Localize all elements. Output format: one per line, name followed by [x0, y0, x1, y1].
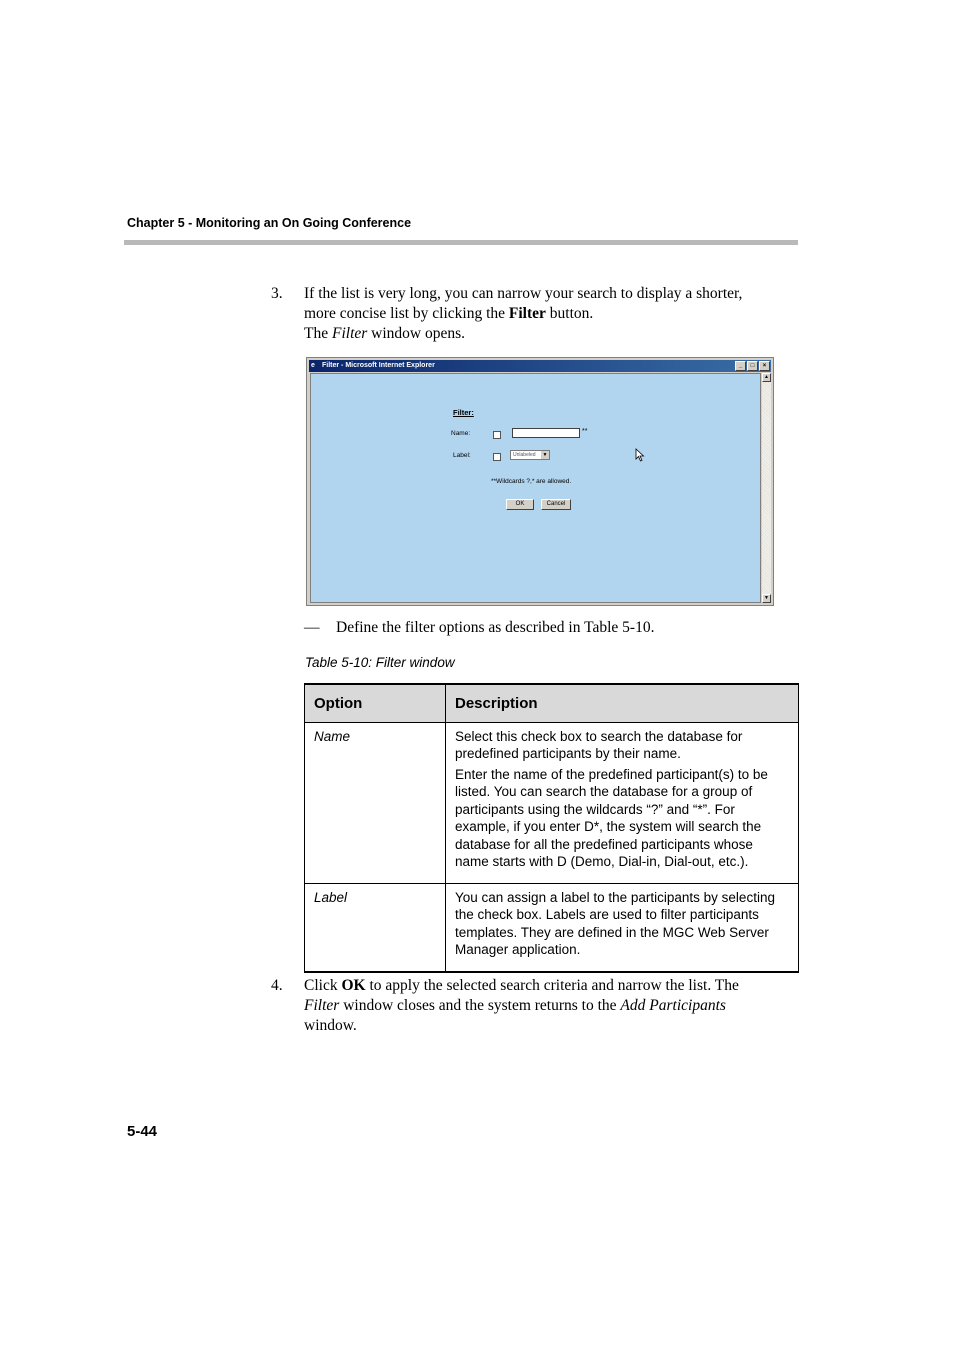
filter-heading: Filter:: [453, 408, 474, 417]
step-3-text: [304, 284, 791, 344]
step-3: [271, 284, 791, 344]
table-row: [305, 883, 799, 972]
filter-term: Filter: [508, 305, 546, 322]
filter-options-table: [304, 683, 799, 973]
define-filter-text: Define the filter options as described in Table 5-10.: [336, 619, 655, 636]
step-number: 4.: [271, 977, 283, 994]
table-caption: Table 5-10: Filter window: [305, 655, 455, 670]
filter-term: Filter: [304, 997, 340, 1014]
step-number: 3.: [271, 285, 283, 302]
label-select[interactable]: [510, 450, 550, 460]
text-run: The: [304, 325, 332, 342]
em-dash: —: [304, 619, 320, 636]
option-cell: Label: [305, 883, 446, 972]
cancel-button[interactable]: Cancel: [541, 499, 571, 510]
label-checkbox[interactable]: [493, 453, 501, 461]
ok-button[interactable]: OK: [506, 499, 534, 510]
wildcard-marker: **: [582, 428, 588, 435]
table-header-row: [305, 684, 799, 722]
add-participants-term: Add Participants: [620, 997, 726, 1014]
description-paragraph: You can assign a label to the participants by selecting the check box. Labels are used to filter participants templates. They are defined in the MGC Web Server Manager application.: [455, 889, 775, 957]
step-3-line-2: [304, 304, 791, 324]
define-filter-line: [304, 619, 654, 637]
text-run: window opens.: [367, 325, 466, 342]
scroll-down-icon[interactable]: ▼: [762, 594, 771, 603]
ok-term: OK: [341, 977, 366, 994]
name-input[interactable]: [512, 428, 580, 438]
step-4-line-3: window.: [304, 1017, 357, 1034]
text-run: more concise list by clicking the: [304, 305, 509, 322]
ie-icon: e: [311, 362, 315, 369]
maximize-icon[interactable]: □: [747, 361, 758, 371]
vertical-scrollbar[interactable]: [762, 373, 771, 603]
filter-window-screenshot: [306, 357, 774, 606]
step-4-line-2: [304, 996, 791, 1016]
description-cell: [446, 883, 799, 972]
mouse-cursor-icon: [635, 448, 645, 462]
step-4: [271, 976, 791, 1036]
scroll-up-icon[interactable]: ▲: [762, 373, 771, 382]
text-run: button.: [545, 305, 594, 322]
filter-term: Filter: [331, 325, 368, 342]
step-4-line-1: [304, 976, 791, 996]
column-header-description: Description: [446, 684, 799, 722]
step-3-line-3: [304, 324, 791, 344]
table-row: [305, 722, 799, 883]
window-client-area: [310, 373, 761, 603]
window-titlebar: [309, 360, 771, 372]
text-run: to apply the selected search criteria and narrow the list. The: [365, 977, 739, 994]
window-title: Filter - Microsoft Internet Explorer: [322, 362, 435, 369]
label-label: Label:: [453, 452, 471, 459]
column-header-option: Option: [305, 684, 446, 722]
description-paragraph: Enter the name of the predefined participant(s) to be listed. You can search the database for a group of participants using the wildcards “?” and “*”. For example, if you enter D*, the system will search the database for all the predefined participants whose name starts with D (Demo, Dial-in, Dial-out, etc.).: [455, 766, 768, 869]
page-number: 5-44: [127, 1123, 158, 1140]
wildcard-note: **Wildcards ?,* are allowed.: [491, 478, 572, 485]
window-controls: [735, 361, 770, 371]
close-icon[interactable]: ×: [759, 361, 770, 371]
step-3-line-1: If the list is very long, you can narrow your search to display a shorter,: [304, 285, 743, 302]
option-cell: Name: [305, 722, 446, 883]
header-rule: [124, 240, 798, 245]
minimize-icon[interactable]: _: [735, 361, 746, 371]
name-checkbox[interactable]: [493, 431, 501, 439]
chapter-header: Chapter 5 - Monitoring an On Going Conference: [127, 216, 412, 230]
name-label: Name:: [451, 430, 471, 437]
text-run: Click: [304, 977, 342, 994]
chevron-down-icon: ▼: [542, 452, 548, 458]
description-cell: [446, 722, 799, 883]
text-run: window closes and the system returns to the: [339, 997, 621, 1014]
select-value: Unlabeled: [513, 452, 536, 458]
description-paragraph: Select this check box to search the database for predefined participants by their name.: [455, 728, 743, 761]
step-4-text: [304, 976, 791, 1036]
